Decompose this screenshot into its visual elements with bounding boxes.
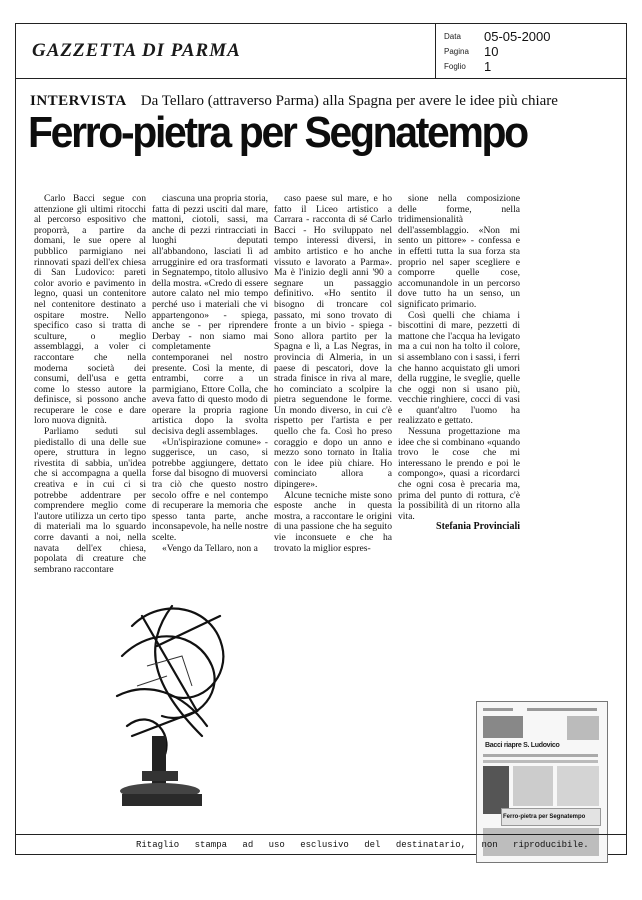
thumb-text-block bbox=[557, 766, 599, 806]
paragraph: Parliamo seduti sul piedistallo di una delle sue opere, struttura in legno rivestita di sabbia, un'idea che si accompagna a quella creativa e in cui ci si potrebbe addentrare per comprendere meglio come l'autore utilizza un certo tipo di materiali ma lo sguardo corre davanti a noi, nella navata dell'ex chiesa, popolata di creature che sembrano raccontare bbox=[34, 426, 146, 575]
paragraph: Alcune tecniche miste sono esposte anche in questa mostra, a raccontare le origini di una passione che ha seguito vie inconsuete e che ha trovato la miglior espres- bbox=[274, 489, 392, 554]
copyright-notice: Ritaglio stampa ad uso esclusivo del destinatario, non riproducibile. bbox=[136, 840, 589, 850]
meta-sheet bbox=[444, 59, 624, 75]
meta-label: Data bbox=[444, 32, 461, 41]
thumb-text-block bbox=[513, 766, 553, 806]
article bbox=[24, 86, 620, 826]
article-headline: Ferro-pietra per Segnatempo bbox=[28, 108, 527, 157]
thumb-title: Bacci riapre S. Ludovico bbox=[485, 742, 560, 749]
thumb-inner-headline: Ferro-pietra per Segnatempo bbox=[503, 814, 586, 820]
clipping-metadata bbox=[435, 24, 627, 78]
thumb-line bbox=[483, 754, 598, 757]
clipping-footer bbox=[16, 834, 626, 855]
paragraph: «Un'ispirazione comune» - suggerisce, un caso, si potrebbe aggiungere, dettato forse dal bisogno di muoversi tra ciò che questo nostro secolo offre e nel contempo di recuperare la memoria che spesso tanta parte, anche inconsapevole, ha nelle nostre scelte. bbox=[152, 436, 268, 543]
meta-value: 1 bbox=[484, 59, 492, 74]
paragraph: ciascuna una propria storia, fatta di pezzi usciti dal mare, mattoni, ciotoli, sassi, ma anche di pezzi rintracciati in luoghi deputati all'abbandono, lasciati lì ad arrugginire ed ora trasformati in Segnatempo, titolo allusivo della mostra. «Credo di essere autore calato nel mio tempo perché uso i materiali che vi appartengono» - spiega, anche se - per riprendere Derbay - non siamo mai completamente contemporanei nel nostro presente. Così la mente, di entrambi, corre a un parmigiano, Ettore Colla, che aveva fatto di questo modo di operare la propria ragione artistica dopo la svolta decisiva degli assemblages. bbox=[152, 193, 268, 438]
newspaper-masthead: GAZZETTA DI PARMA bbox=[32, 40, 241, 61]
thumb-line bbox=[483, 708, 513, 711]
sculpture-photo bbox=[102, 586, 242, 811]
meta-label: Pagina bbox=[444, 47, 469, 56]
meta-value: 05-05-2000 bbox=[484, 29, 551, 44]
thumb-line bbox=[527, 708, 597, 711]
paragraph: Carlo Bacci segue con attenzione gli ultimi ritocchi al percorso espositivo che proporrà, a partire da domani, le sue opere al pubblico parmigiano nei rinnovati spazi dell'ex chiesa di San Ludovico: pareti color avorio e pavimento in legno, quasi un contenitore nel contenitore destinato a ospitare mostre. Nello specifico caso si tratta di sculture, o meglio assemblaggi, a voler ci raccontare che nella moderna società dei consumi, dell'usa e getta come lo stesso autore la definisce, si possono anche recuperare le cose e dare loro nuova dignità. bbox=[34, 193, 146, 427]
section-tag: INTERVISTA bbox=[30, 93, 127, 109]
article-column-4 bbox=[398, 194, 520, 533]
meta-date bbox=[444, 29, 624, 45]
meta-page bbox=[444, 44, 624, 60]
thumb-photo bbox=[483, 716, 523, 738]
article-byline: Stefania Provinciali bbox=[436, 521, 520, 533]
meta-label: Foglio bbox=[444, 62, 466, 71]
paragraph: caso paese sul mare, e ho fatto il Liceo artistico a Carrara - racconta di sé Carlo Bacci - Ho sviluppato nel tempo interessi diversi, in ambito artistico e ho anche vissuto e lavorato a Parma». Ma è l'inizio degli anni '90 a segnare un passaggio definitivo. «Ho sentito il bisogno di troncare col passato, mi sono trovato di fronte a un bivio - spiega - Sono allora partito per la Spagna e lì, a Las Negras, in provincia di Almeria, in un paese di pescatori, dove la strada finisce in riva al mare, ho cominciato a scolpire la pietra seguendone le forme. Un mondo diverso, in cui c'è rispetto per l'artista e per quello che fa. Così ho preso coraggio e dopo un anno e mezzo sono tornato in Italia con le idee più chiare. Ho cominciato allora a dipingere». bbox=[274, 193, 392, 491]
thumb-ad bbox=[567, 716, 599, 740]
thumb-line bbox=[483, 760, 598, 763]
article-column-2 bbox=[152, 194, 268, 554]
clipping-header bbox=[16, 24, 626, 79]
paragraph: «Vengo da Tellaro, non a bbox=[162, 542, 258, 554]
article-column-3 bbox=[274, 194, 392, 554]
thumb-photo bbox=[483, 766, 509, 814]
article-subtitle: Da Tellaro (attraverso Parma) alla Spagna per avere le idee più chiare bbox=[140, 93, 558, 109]
paragraph: Nessuna progettazione ma idee che si combinano «quando trovo le cose che mi interessano le prendo e poi le compongo», quasi a ricordarci che ogni cosa è precaria ma, prima del punto di rottura, c'è la possibilità di un ritorno alla vita. bbox=[398, 426, 520, 522]
paragraph: Così quelli che chiama i biscottini di mare, pezzetti di mattone che l'acqua ha levigato ma a cui non ha tolto il colore, si assemblano con i sassi, i ferri che hanno acquistato gli umori della ruggine, le sveglie, quelle che oggi non si usano più, vecchie ringhiere, cocci di vasi e quant'altro l'uomo ha realizzato e gettato. bbox=[398, 309, 520, 427]
meta-value: 10 bbox=[484, 44, 499, 59]
article-column-1 bbox=[34, 194, 146, 575]
paragraph: sione nella composizione delle forme, nella tridimensionalità dell'assemblaggio. «Non mi sento un pittore» - confessa e in effetti tutta la sua forza sta proprio nel saper scegliere e comporre quelle cose, accomunandole in un percorso dove tutto ha un senso, un significato primario. bbox=[398, 193, 520, 310]
clipping-frame bbox=[15, 23, 627, 855]
